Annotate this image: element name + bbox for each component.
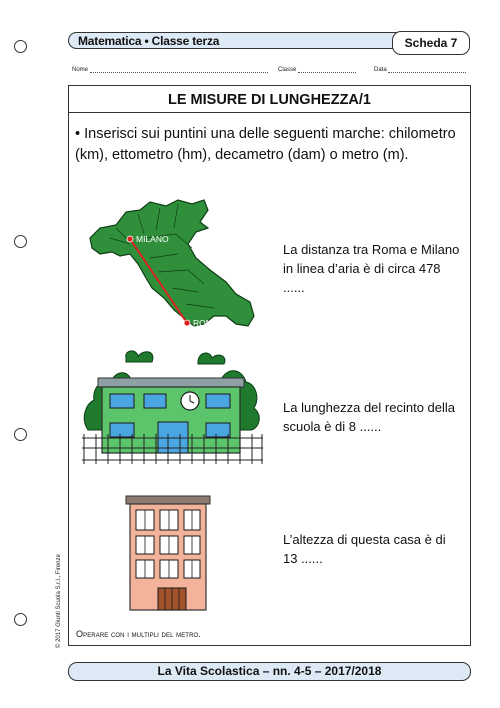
worksheet-title: LE MISURE DI LUNGHEZZA/1 bbox=[167, 92, 371, 108]
house-roof bbox=[126, 496, 210, 504]
date-field[interactable] bbox=[374, 67, 466, 73]
school-roof bbox=[98, 378, 244, 387]
milano-label: MILANO bbox=[136, 234, 169, 244]
italy-map-illustration bbox=[86, 198, 261, 333]
question-1: La distanza tra Roma e Milano in linea d’aria è di circa 478 ...... bbox=[283, 242, 460, 295]
binder-hole bbox=[14, 235, 27, 248]
school-illustration bbox=[80, 348, 265, 468]
class-label: Classe bbox=[278, 67, 297, 73]
binder-hole bbox=[14, 428, 27, 441]
binder-hole bbox=[14, 613, 27, 626]
topic-note: Operare con i multipli del metro. bbox=[76, 629, 201, 639]
question-2: La lunghezza del recinto della scuola è di 8 ...... bbox=[283, 400, 456, 434]
roma-dot bbox=[184, 320, 190, 326]
milano-dot bbox=[127, 236, 133, 242]
date-label: Data bbox=[374, 67, 387, 73]
class-field[interactable] bbox=[278, 67, 356, 73]
copyright-text: © 2017 Giunti Scuola S.r.l., Firenze bbox=[56, 554, 62, 648]
title-divider bbox=[68, 112, 471, 113]
sheet-number: Scheda 7 bbox=[392, 31, 470, 55]
instruction-text: • Inserisci sui puntini una delle seguenti marche: chilometro (km), ettometro (hm), decametro (dam) o metro (m). bbox=[75, 126, 456, 163]
name-field[interactable] bbox=[72, 67, 268, 73]
question-3: L’altezza di questa casa è di 13 ...... bbox=[283, 532, 446, 566]
binder-hole bbox=[14, 40, 27, 53]
footer-bar: La Vita Scolastica – nn. 4-5 – 2017/2018 bbox=[68, 662, 471, 681]
house-illustration bbox=[126, 494, 210, 614]
header-title: Matematica • Classe terza bbox=[78, 34, 220, 48]
italy-map-shape bbox=[90, 200, 254, 326]
name-label: Nome bbox=[72, 67, 89, 73]
roma-label: ROMA bbox=[193, 318, 219, 328]
